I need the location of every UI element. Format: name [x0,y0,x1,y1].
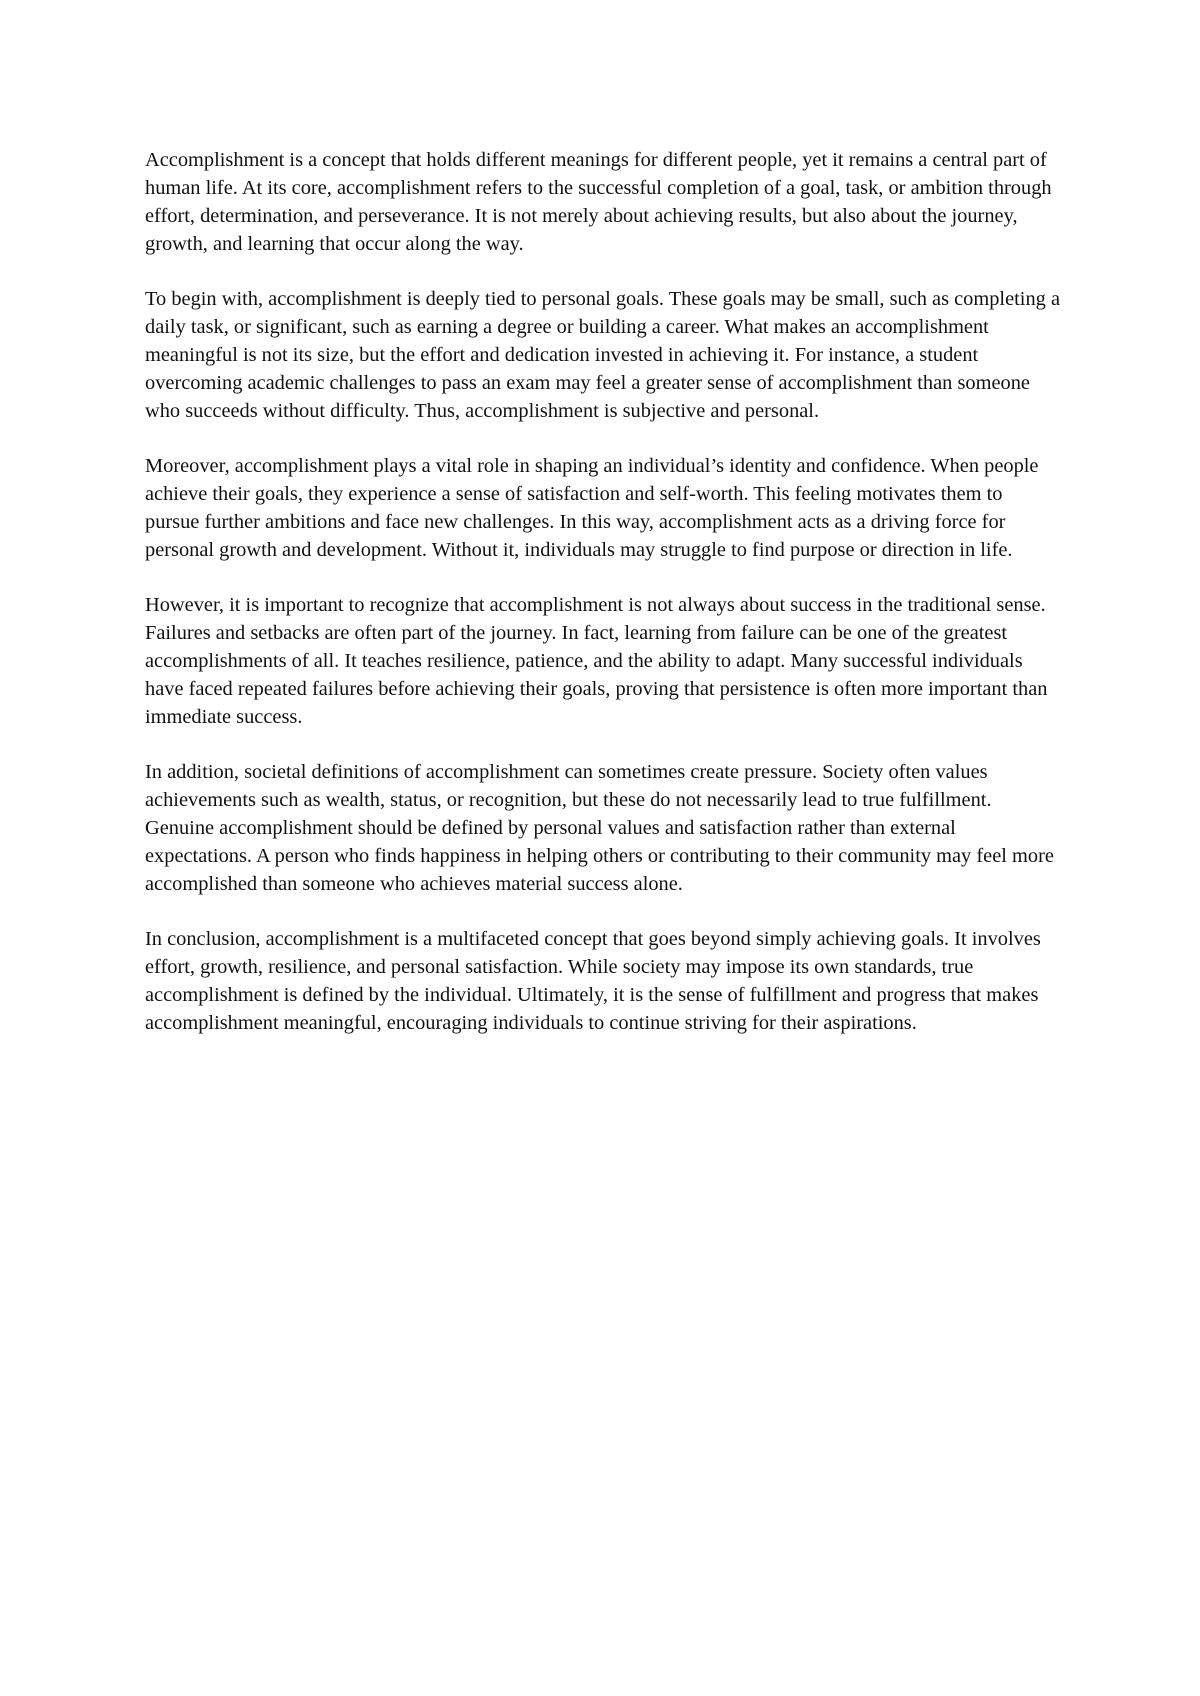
document-body [145,146,1060,1037]
paragraph-failure: However, it is important to recognize that accomplishment is not always about success in the traditional sense. Failures and setbacks are often part of the journey. In fact, learning from failure can be one of the greatest accomplishments of all. It teaches resilience, patience, and the ability to adapt. Many successful individuals have faced repeated failures before achieving their goals, proving that persistence is often more important than immediate success. [145,594,1048,728]
paragraph-conclusion: In conclusion, accomplishment is a multifaceted concept that goes beyond simply achieving goals. It involves effort, growth, resilience, and personal satisfaction. While society may impose its own standards, true accomplishment is defined by the individual. Ultimately, it is the sense of fulfillment and progress that makes accomplishment meaningful, encouraging individuals to continue striving for their aspirations. [145,928,1041,1034]
paragraph-societal-pressure: In addition, societal definitions of accomplishment can sometimes create pressure. Society often values achievements such as wealth, status, or recognition, but these do not necessarily lead to true fulfillment. Genuine accomplishment should be defined by personal values and satisfaction rather than external expectations. A person who finds happiness in helping others or contributing to their community may feel more accomplished than someone who achieves material success alone. [145,761,1054,895]
paragraph-personal-goals: To begin with, accomplishment is deeply tied to personal goals. These goals may be small, such as completing a daily task, or significant, such as earning a degree or building a career. What makes an accomplishment meaningful is not its size, but the effort and dedication invested in achieving it. For instance, a student overcoming academic challenges to pass an exam may feel a greater sense of accomplishment than someone who succeeds without difficulty. Thus, accomplishment is subjective and personal. [145,288,1061,422]
paragraph-identity-confidence: Moreover, accomplishment plays a vital role in shaping an individual’s identity and confidence. When people achieve their goals, they experience a sense of satisfaction and self-worth. This feeling motivates them to pursue further ambitions and face new challenges. In this way, accomplishment acts as a driving force for personal growth and development. Without it, individuals may struggle to find purpose or direction in life. [145,455,1039,561]
paragraph-intro: Accomplishment is a concept that holds different meanings for different people, yet it remains a central part of human life. At its core, accomplishment refers to the successful completion of a goal, task, or ambition through effort, determination, and perseverance. It is not merely about achieving results, but also about the journey, growth, and learning that occur along the way. [145,149,1052,255]
